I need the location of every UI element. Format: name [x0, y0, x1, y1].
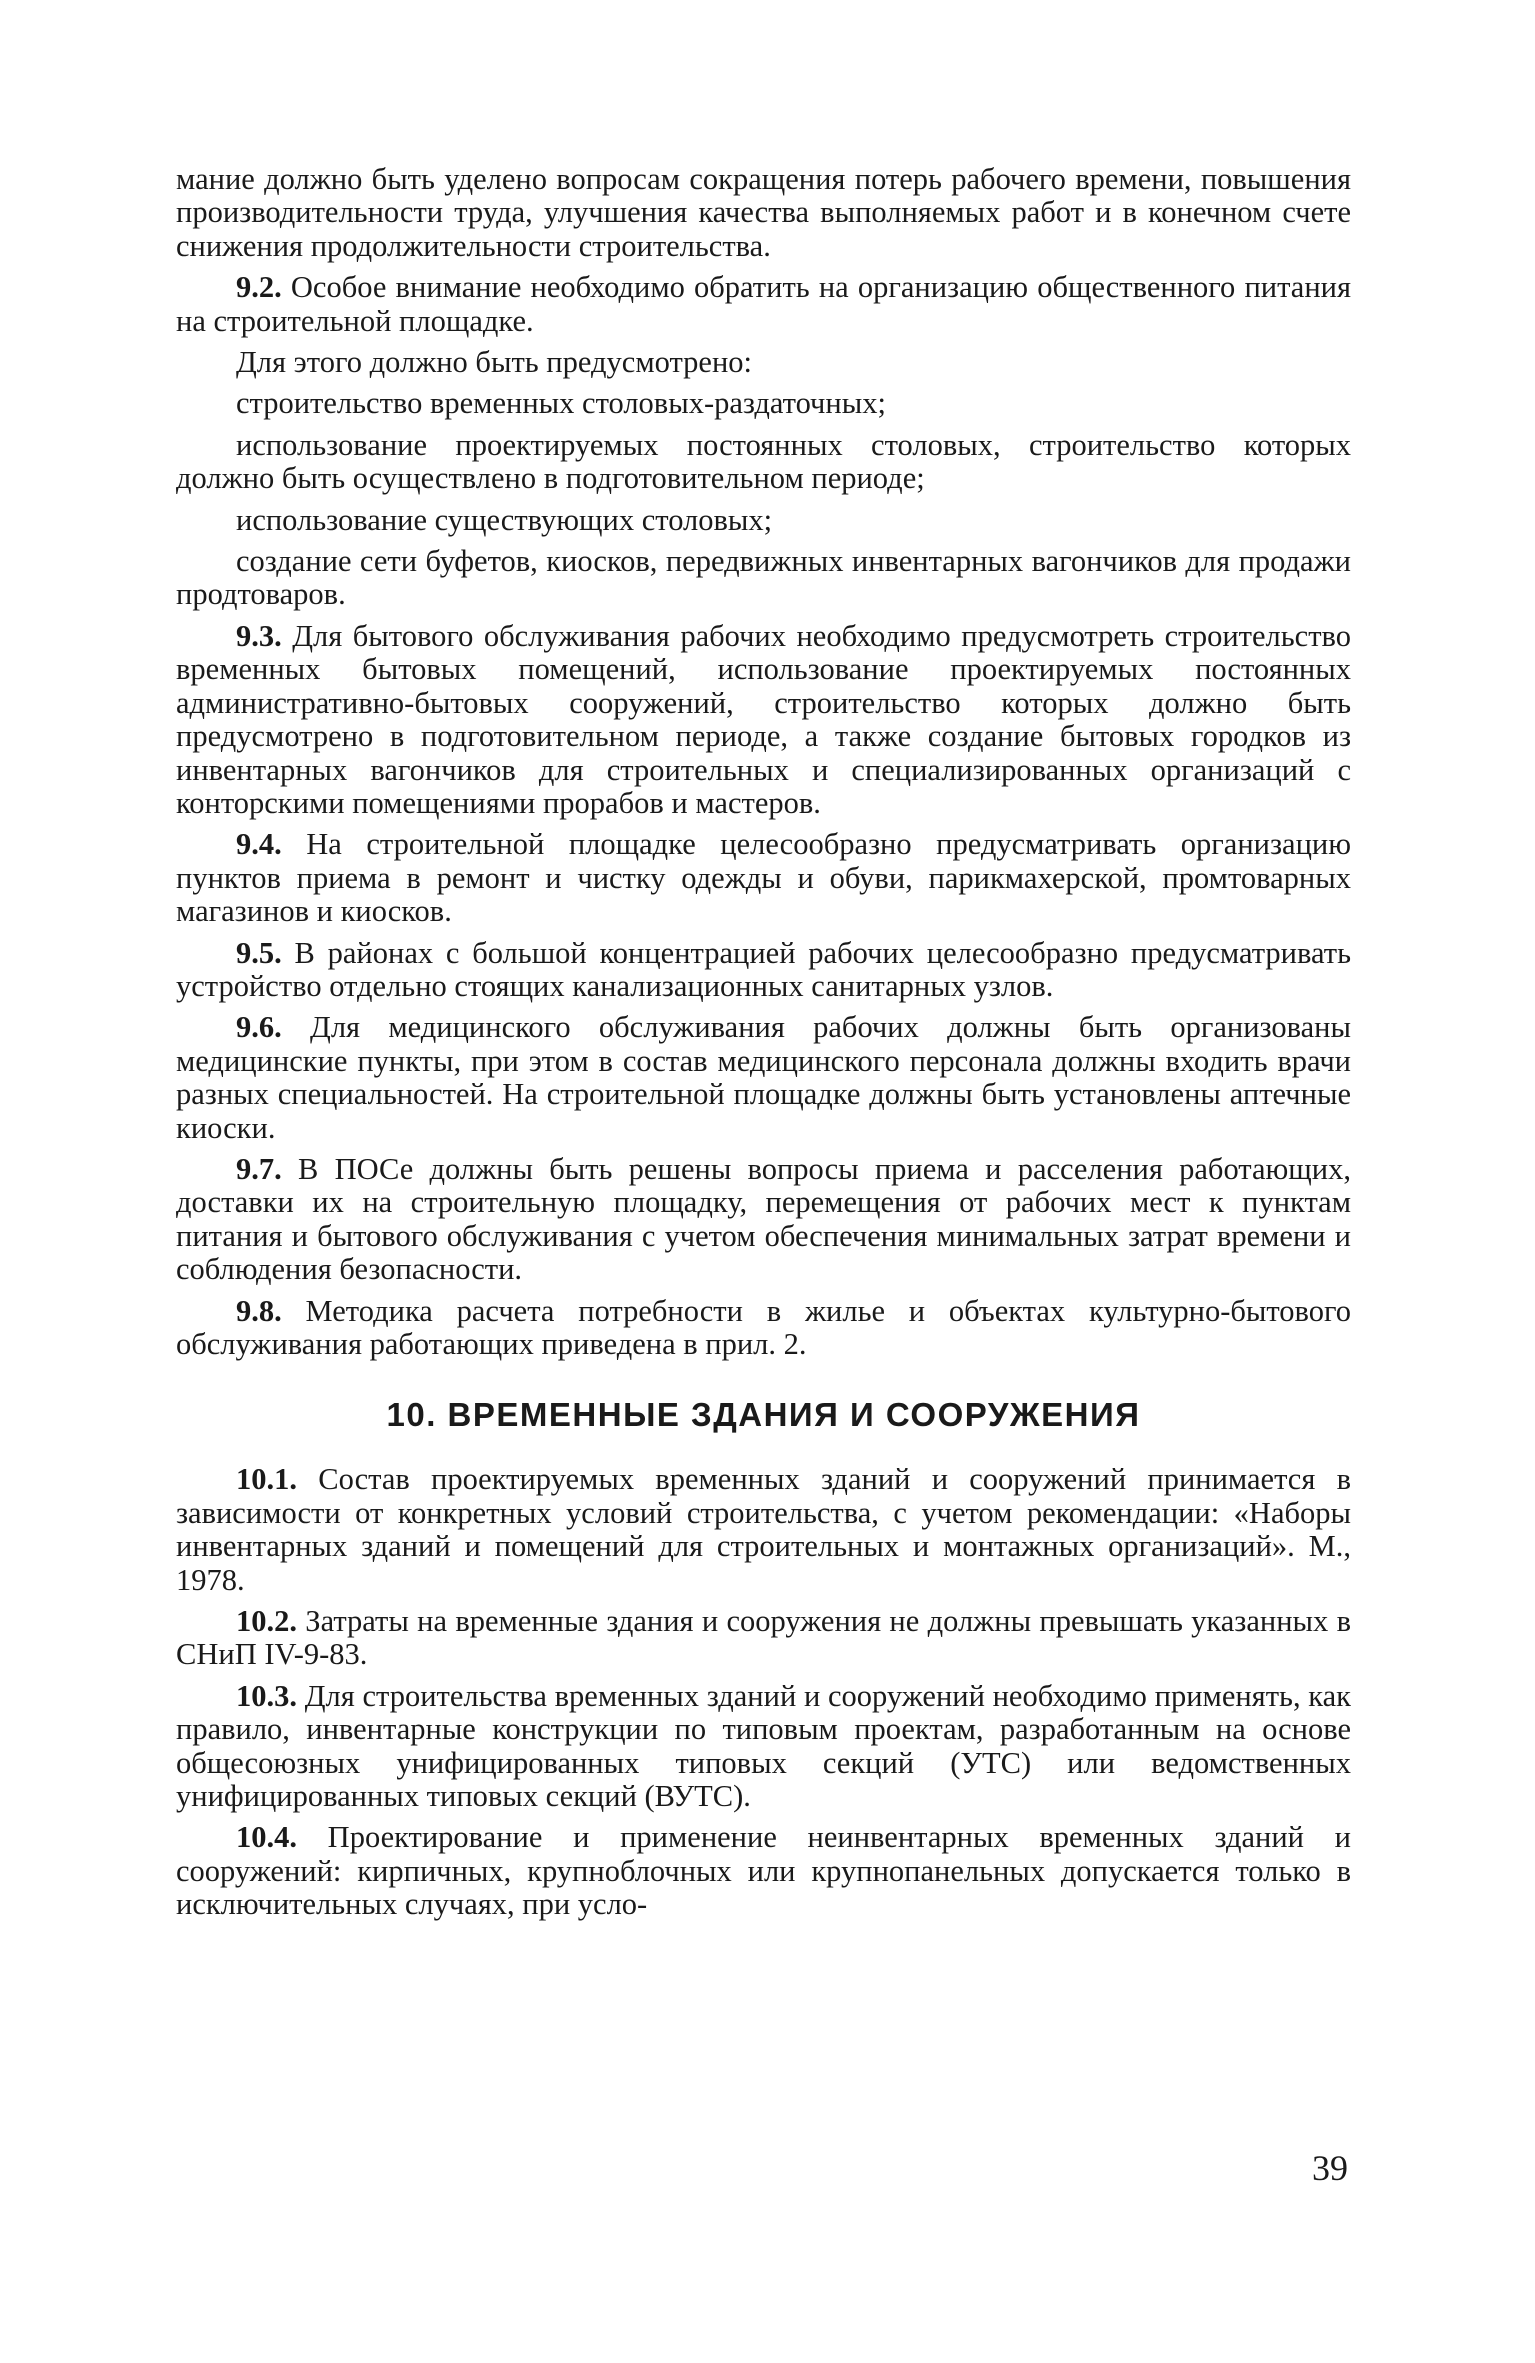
- paragraph-10-3: 10.3. Для строительства временных зданий и сооружений необходимо применять, как правило, инвентарные конструкции по типовым проектам, разработанным на основе общесоюзных унифицированных типовых секций (УТС) или ведомственных унифицированных типовых секций (ВУТС).: [176, 1678, 1351, 1814]
- paragraph-9-8: 9.8. Методика расчета потребности в жилье и объектах культурно-бытового обслуживания работающих приведена в прил. 2.: [176, 1293, 1351, 1361]
- page-number: 39: [1312, 2148, 1348, 2188]
- list-item: использование проектируемых постоянных столовых, строительство которых должно быть осуществлено в подготовительном периоде;: [176, 427, 1351, 496]
- clause-number: 9.2.: [236, 270, 282, 305]
- clause-number: 10.4.: [236, 1820, 297, 1855]
- clause-number: 10.1.: [236, 1462, 297, 1497]
- paragraph-10-2: 10.2. Затраты на временные здания и сооружения не должны превышать указанных в СНиП IV-9-83.: [176, 1604, 1351, 1672]
- paragraph-list-intro: Для этого должно быть предусмотрено:: [236, 345, 752, 380]
- paragraph-10-1: 10.1. Состав проектируемых временных зданий и сооружений принимается в зависимости от конкретных условий строительства, с учетом рекомендации: «Наборы инвентарных зданий и помещений для строительных и монтажных организаций». М., 1978.: [176, 1462, 1351, 1597]
- clause-number: 9.8.: [236, 1293, 282, 1328]
- clause-number: 9.5.: [236, 935, 282, 970]
- list-item: использование существующих столовых;: [236, 502, 773, 537]
- clause-number: 10.2.: [236, 1604, 297, 1639]
- paragraph-9-5: 9.5. В районах с большой концентрацией рабочих целесообразно предусматривать устройство отдельно стоящих канализационных санитарных узлов.: [176, 935, 1351, 1003]
- section-heading: 10. ВРЕМЕННЫЕ ЗДАНИЯ И СООРУЖЕНИЯ: [386, 1396, 1141, 1434]
- paragraph-9-4: 9.4. На строительной площадке целесообразно предусматривать организацию пунктов приема в ремонт и чистку одежды и обуви, парикмахерской, промтоварных магазинов и киосков.: [176, 827, 1351, 929]
- paragraph-9-6: 9.6. Для медицинского обслуживания рабочих должны быть организованы медицинские пункты, при этом в состав медицинского персонала должны входить врачи разных специальностей. На строительной площадке должны быть установлены аптечные киоски.: [176, 1010, 1351, 1145]
- paragraph-continuation: мание должно быть уделено вопросам сокращения потерь рабочего времени, повышения производительности труда, улучшения качества выполняемых работ и в конечном счете снижения продолжительности строительства.: [176, 162, 1351, 263]
- paragraph-9-3: 9.3. Для бытового обслуживания рабочих необходимо предусмотреть строительство временных бытовых помещений, использование проектируемых постоянных административно-бытовых сооружений, строительство которых должно быть предусмотрено в подготовительном периоде, а также создание бытовых городков из инвентарных вагончиков для строительных и специализированных организаций с конторскими помещениями прорабов и мастеров.: [176, 618, 1351, 820]
- list-item: строительство временных столовых-раздаточных;: [236, 386, 886, 421]
- list-item: создание сети буфетов, киосков, передвижных инвентарных вагончиков для продажи продтоваров.: [176, 544, 1351, 612]
- clause-number: 9.6.: [236, 1010, 282, 1045]
- clause-number: 9.7.: [236, 1151, 282, 1186]
- clause-number: 9.3.: [236, 618, 282, 653]
- body-text: [176, 163, 1351, 1930]
- paragraph-9-7: 9.7. В ПОСе должны быть решены вопросы приема и расселения работающих, доставки их на строительную площадку, перемещения от рабочих мест к пунктам питания и бытового обслуживания с учетом обеспечения минимальных затрат времени и соблюдения безопасности.: [176, 1151, 1351, 1287]
- clause-number: 9.4.: [236, 827, 282, 862]
- paragraph-10-4: 10.4. Проектирование и применение неинвентарных временных зданий и сооружений: кирпичных, крупноблочных или крупнопанельных допускается только в исключительных случаях, при усло-: [176, 1820, 1351, 1922]
- clause-number: 10.3.: [236, 1678, 297, 1713]
- paragraph-9-2: 9.2. Особое внимание необходимо обратить на организацию общественного питания на строительной площадке.: [176, 270, 1351, 338]
